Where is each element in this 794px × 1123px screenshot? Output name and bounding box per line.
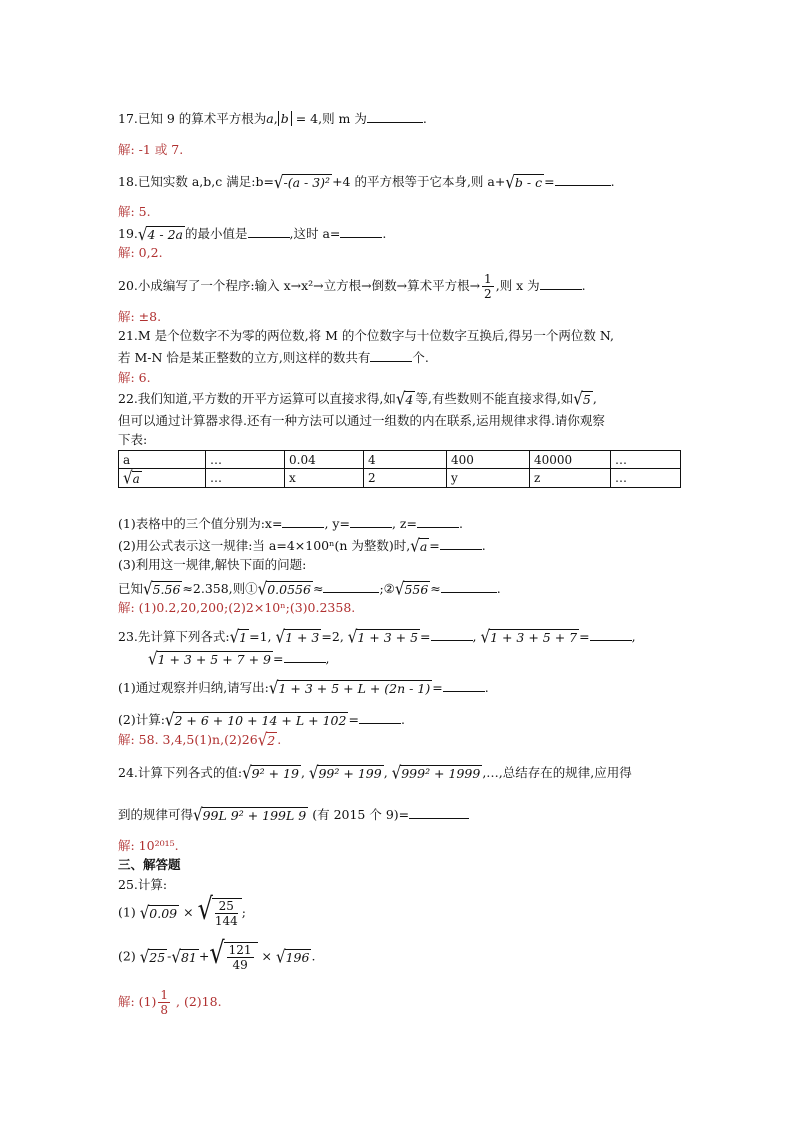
question-20: 20.小成编写了一个程序:输入 x→x²→立方根→倒数→算术平方根→ $\frac{1}{2}$ ,则 x 为 . bbox=[118, 272, 586, 301]
answer-20: 解: ±8. bbox=[118, 309, 162, 324]
sqrt-expression: √99L 9² + 199L 9 bbox=[193, 804, 307, 826]
answer-blank bbox=[350, 515, 392, 528]
question-21-line2: 若 M-N 恰是某正整数的立方,则这样的数共有 个. bbox=[118, 350, 429, 365]
answer-22: 解: (1)0.2,20,200;(2)2×10ⁿ;(3)0.2358. bbox=[118, 600, 356, 615]
answer-18: 解: 5. bbox=[118, 204, 151, 219]
question-17: 17.已知 9 的算术平方根为a, b = 4,则 m 为 . bbox=[118, 111, 427, 126]
question-25-part1: (1) √0.09 × √ $\frac{25}{144}$ ; bbox=[118, 891, 246, 928]
answer-25: 解: (1) $\frac{1}{8}$ , (2)18. bbox=[118, 988, 222, 1017]
question-21-line1: 21.M 是个位数字不为零的两位数,将 M 的个位数字与十位数字互换后,得另一个两位数 N, bbox=[118, 328, 614, 343]
sqrt-expression: √4 - 2a bbox=[137, 223, 183, 245]
answer-blank bbox=[441, 580, 497, 593]
sqrt-expression: √9² + 19 bbox=[242, 762, 299, 784]
answer-21: 解: 6. bbox=[118, 370, 151, 385]
question-23-part1: (1)通过观察并归纳,请写出:√1 + 3 + 5 + L + (2n - 1) = . bbox=[118, 677, 489, 699]
sqrt-expression: √5 bbox=[573, 388, 591, 410]
question-23-part2: (2)计算:√2 + 6 + 10 + 14 + L + 102 = . bbox=[118, 709, 405, 731]
sqrt-expression: √81 bbox=[171, 946, 197, 967]
answer-blank bbox=[555, 173, 611, 186]
sqrt-expression: √a bbox=[410, 535, 428, 557]
sqrt-expression: √1 + 3 + 5 + 7 bbox=[480, 626, 578, 648]
sqrt-fraction: √ $\frac{121}{49}$ bbox=[209, 942, 257, 972]
sqrt-expression: √196 bbox=[276, 946, 310, 967]
question-23-line1: 23.先计算下列各式:√1 =1, √1 + 3 =2, √1 + 3 + 5 = , √1 + 3 + 5 + 7 = , bbox=[118, 626, 636, 648]
sqrt-expression: √25 bbox=[139, 946, 166, 967]
answer-blank bbox=[284, 650, 326, 663]
answer-blank bbox=[340, 225, 382, 238]
sqrt-expression: √2 + 6 + 10 + 14 + L + 102 bbox=[164, 709, 347, 731]
answer-blank bbox=[359, 711, 401, 724]
answer-blank bbox=[443, 679, 485, 692]
sqrt-expression: √1 + 3 + 5 + L + (2n - 1) bbox=[268, 677, 431, 699]
fraction: $\frac{1}{8}$ bbox=[160, 988, 169, 1017]
sqrt-expression: √b - c bbox=[505, 171, 543, 193]
answer-17: 解: -1 或 7. bbox=[118, 142, 184, 157]
sqrt-fraction: √ $\frac{25}{144}$ bbox=[198, 898, 242, 928]
sqrt-expression: √556 bbox=[394, 578, 429, 600]
answer-blank bbox=[323, 580, 379, 593]
answer-blank bbox=[248, 225, 290, 238]
sqrt-expression: √a bbox=[123, 467, 140, 489]
answer-blank bbox=[540, 277, 582, 290]
value-table bbox=[118, 450, 681, 488]
question-22-line3: 下表: bbox=[118, 432, 148, 447]
answer-blank bbox=[367, 110, 423, 123]
question-23-line2: √1 + 3 + 5 + 7 + 9 = , bbox=[148, 648, 330, 670]
answer-blank bbox=[431, 628, 473, 641]
table-row: √a … x 2 y z … bbox=[119, 469, 681, 488]
answer-blank bbox=[370, 349, 412, 362]
question-25-title: 25.计算: bbox=[118, 877, 168, 892]
question-22-part4: 已知√5.56 ≈2.358,则①√0.0556 ≈ ;②√556 ≈ . bbox=[118, 578, 501, 600]
sqrt-expression: √1 + 3 + 5 bbox=[347, 626, 419, 648]
question-24-line2: 到的规律可得√99L 9² + 199L 9 (有 2015 个 9)= bbox=[118, 806, 469, 824]
question-22-part3: (3)利用这一规律,解快下面的问题: bbox=[118, 557, 307, 572]
question-24-line1: 24.计算下列各式的值:√9² + 19 , √99² + 199 , √999² + 1999 ,…,总结存在的规律,应用得 bbox=[118, 762, 632, 784]
answer-blank bbox=[282, 515, 324, 528]
section-heading: 三、解答题 bbox=[118, 857, 181, 872]
question-22-part1: (1)表格中的三个值分别为:x= , y= , z= . bbox=[118, 516, 463, 531]
answer-23: 解: 58. 3,4,5(1)n,(2)26√2 . bbox=[118, 729, 282, 751]
question-19: 19.√4 - 2a 的最小值是 ,这时 a= . bbox=[118, 223, 387, 245]
answer-blank bbox=[409, 806, 469, 819]
answer-blank bbox=[417, 515, 459, 528]
answer-blank bbox=[440, 537, 482, 550]
sqrt-expression: √2 bbox=[257, 729, 276, 751]
sqrt-expression: √4 bbox=[395, 388, 414, 410]
question-22-line1: 22.我们知道,平方数的开平方运算可以直接求得,如√4 等,有些数则不能直接求得,如√5 , bbox=[118, 388, 597, 410]
sqrt-expression: √0.0556 bbox=[257, 578, 311, 600]
answer-24: 解: 10²⁰¹⁵. bbox=[118, 838, 179, 853]
question-18: 18.已知实数 a,b,c 满足:b=√-(a - 3)² +4 的平方根等于它本身,则 a+√b - c = . bbox=[118, 171, 615, 193]
answer-blank bbox=[590, 628, 632, 641]
question-22-part2: (2)用公式表示这一规律:当 a=4×100ⁿ(n 为整数)时,√a = . bbox=[118, 535, 486, 557]
sqrt-expression: √999² + 1999 bbox=[391, 762, 481, 784]
fraction: $\frac{1}{2}$ bbox=[484, 272, 492, 301]
sqrt-expression: √0.09 bbox=[139, 902, 178, 923]
sqrt-expression: √-(a - 3)² bbox=[273, 171, 331, 193]
sqrt-expression: √1 + 3 bbox=[275, 626, 320, 648]
answer-19: 解: 0,2. bbox=[118, 245, 163, 260]
sqrt-expression: √5.56 bbox=[143, 578, 181, 600]
sqrt-expression: √99² + 199 bbox=[308, 762, 382, 784]
table-row: a … 0.04 4 400 40000 … bbox=[119, 451, 681, 469]
sqrt-expression: √1 bbox=[229, 626, 248, 648]
question-25-part2: (2) √25 -√81 +√ $\frac{121}{49}$ × √196 . bbox=[118, 935, 316, 972]
question-22-line2: 但可以通过计算器求得.还有一种方法可以通过一组数的内在联系,运用规律求得.请你观察 bbox=[118, 413, 605, 428]
abs-value: b bbox=[278, 111, 292, 126]
sqrt-expression: √1 + 3 + 5 + 7 + 9 bbox=[148, 648, 272, 670]
